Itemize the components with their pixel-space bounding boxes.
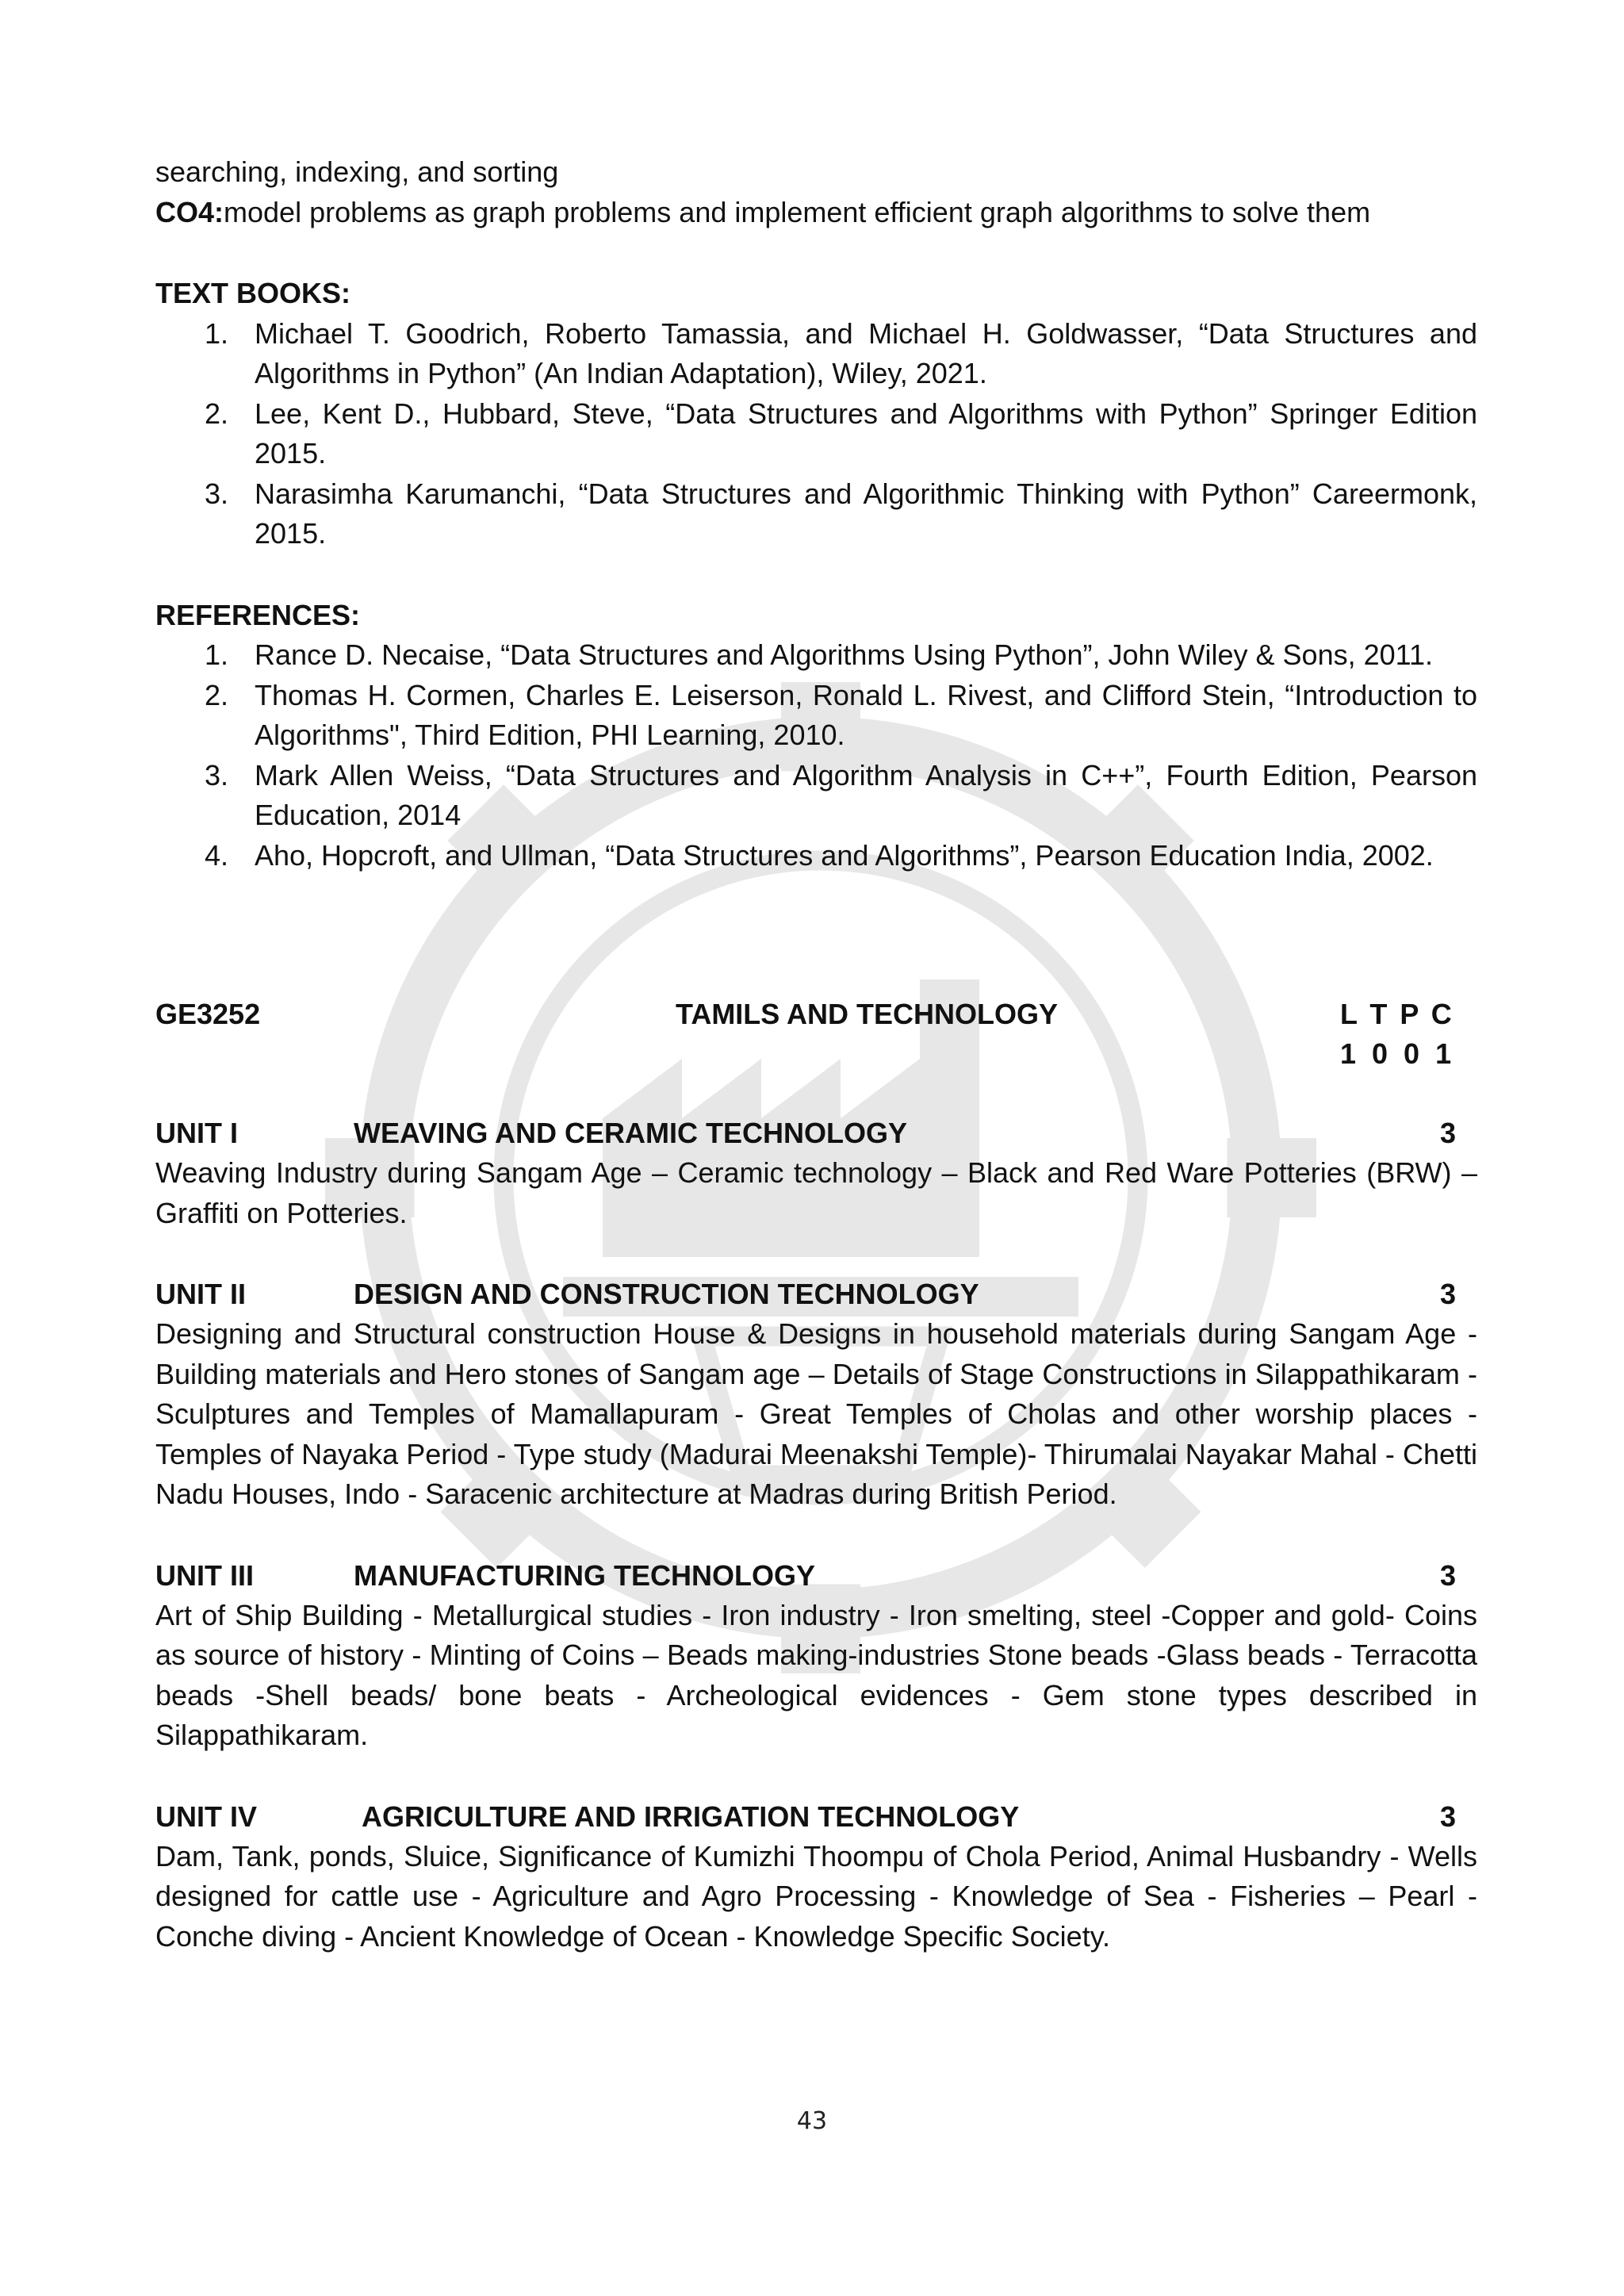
document-page (155, 152, 1477, 1957)
unit-header: UNIT II DESIGN AND CONSTRUCTION TECHNOLOGY 3 (155, 1278, 1457, 1310)
list-item: 1. Michael T. Goodrich, Roberto Tamassia, and Michael H. Goldwasser, “Data Structures and Algorithms in Python” (An Indian Adaptation), Wiley, 2021. (205, 316, 1477, 389)
course-outcome-co4 (155, 193, 1477, 233)
co4-label: CO4: (155, 195, 224, 228)
list-item: 4. Aho, Hopcroft, and Ullman, “Data Structures and Algorithms”, Pearson Education India, 2002. (205, 838, 1434, 872)
references-heading: REFERENCES: (155, 598, 361, 631)
list-item: 1. Rance D. Necaise, “Data Structures and Algorithms Using Python”, John Wiley & Sons, 2011. (205, 638, 1434, 671)
unit-header: UNIT I WEAVING AND CERAMIC TECHNOLOGY 3 (155, 1117, 1457, 1149)
list-item: 3. Narasimha Karumanchi, “Data Structures and Algorithmic Thinking with Python” Careermonk, 2015. (205, 477, 1477, 550)
course-title: TAMILS AND TECHNOLOGY (676, 998, 1058, 1030)
ltpc-header: L T P C (1340, 998, 1452, 1030)
list-item: 3. Mark Allen Weiss, “Data Structures and Algorithm Analysis in C++”, Fourth Edition, Pearson Education, 2014 (205, 758, 1477, 831)
unit-header: UNIT III MANUFACTURING TECHNOLOGY 3 (155, 1558, 1457, 1592)
unit-header: UNIT IV AGRICULTURE AND IRRIGATION TECHNOLOGY 3 (155, 1800, 1457, 1833)
ltpc-row (155, 1034, 1477, 1074)
unit-description: Dam, Tank, ponds, Sluice, Significance of Kumizhi Thoompu of Chola Period, Animal Husbandry - Wells designed for cattle use - Agriculture and Agro Processing - Knowledge of Sea - Fisheries – Pearl - Conche diving - Ancient Knowledge of Ocean - Knowledge Specific Society. (155, 1839, 1477, 1953)
references-list (155, 635, 1477, 876)
textbooks-list (155, 314, 1477, 554)
course-header (155, 995, 1477, 1034)
unit-description: Weaving Industry during Sangam Age – Ceramic technology – Black and Red Ware Potteries (BRW) – Graffiti on Potteries. (155, 1156, 1477, 1229)
course-code: GE3252 (155, 998, 261, 1030)
textbooks-heading: TEXT BOOKS: (155, 277, 351, 309)
unit-description: Designing and Structural construction House & Designs in household materials during Sangam Age - Building materials and Hero stones of Sangam age – Details of Stage Constructions in Silappathikaram - Sculptures and Temples of Mamallapuram - Great Temples of Cholas and other worship places - Temples of Nayaka Period - Type study (Madurai Meenakshi Temple)- Thirumalai Nayakar Mahal - Chetti Nadu Houses, Indo - Saracenic architecture at Madras during British Period. (155, 1317, 1477, 1510)
list-item: 2. Thomas H. Cormen, Charles E. Leiserson, Ronald L. Rivest, and Clifford Stein, “Introduction to Algorithms", Third Edition, PHI Learning, 2010. (205, 678, 1477, 751)
co4-text: model problems as graph problems and implement efficient graph algorithms to solve them (224, 195, 1371, 228)
page-number: 43 (796, 2107, 828, 2135)
ltpc-values: 1 0 0 1 (1340, 1037, 1452, 1070)
intro-line: searching, indexing, and sorting (155, 155, 559, 188)
list-item: 2. Lee, Kent D., Hubbard, Steve, “Data Structures and Algorithms with Python” Springer Edition 2015. (205, 397, 1477, 470)
unit-description: Art of Ship Building - Metallurgical studies - Iron industry - Iron smelting, steel -Copper and gold- Coins as source of history - Minting of Coins – Beads making-industries Stone beads -Glass beads - Terracotta beads -Shell beads/ bone beats - Archeological evidences - Gem stone types described in Silappathikaram. (155, 1598, 1477, 1751)
